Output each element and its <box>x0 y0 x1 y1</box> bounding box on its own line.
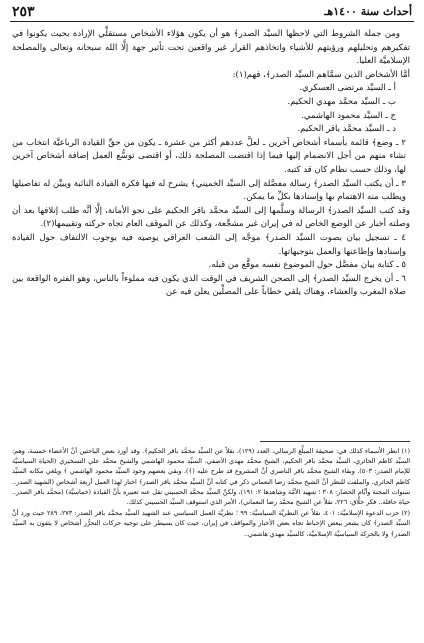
main-text <box>12 28 410 300</box>
list-item: أ ـ السيِّد مرتضى العسكري. <box>299 83 396 94</box>
footnote-divider <box>260 441 410 442</box>
running-header <box>10 5 414 22</box>
numbered-point: ٣ ـ أن يكتب السيِّد الصدر﴾ رسالة مفصَّلة إلى السيِّد الخميني﴾ يشرح له فيها فكرة القيادة النائبة ويبيِّن له تفاصيلها ويطلب منه الاهتمام بها وإسنادها بكلِّ ما يمكن. <box>12 178 406 203</box>
list-item: د ـ السيِّد محمَّد باقر الحكيم. <box>297 124 396 135</box>
numbered-point: ٦ ـ أن يخرج السيِّد الصدر﴾ إلى الصحن الشريف في الوقت الذي يكون فيه مملوءاً بالناس، وهو الفترة الواقعة بين صلاة المغرب والعشاء، وهناك يلقي خطاباً على المصلِّين يعلن فيه عن <box>12 273 406 298</box>
numbered-point: ٥ ـ كتابة بيان مفصَّل حول الموضوع نفسه موقَّع من قبله. <box>208 260 406 271</box>
paragraph: وقد كتب السيِّد الصدر﴾ الرسالة وسلَّمها إلى السيِّد محمَّد باقر الحكيم على نحو الأمانة، إلَّا أنَّه طلب إتلافها بعد أن وصلته أخبار عن الوضع الخاص له في إيران غير مشجِّعة، وكذلك عن الموقف العام تجاه حركته وتقييمها(٢). <box>12 205 410 230</box>
list-item: ج ـ السيِّد محمود الهاشمي. <box>301 110 396 121</box>
footnote: (١) انظر الأسماء كذلك في: صحيفة المبلِّغ الرسالي، العدد (١٢٩)، نقلاً عن السيِّد محمَّد باقر الحكيم﴾. وقد أورد بعض الباحثين أنَّ الأعضاء خمسة، وهم: السيِّد كاظم الحائري، السيِّد محمَّد باقر الحكيم، الشيخ محمَّد مهدي الآصفي، السيِّد محمود الهاشمي والشيخ محمَّد علي التسخيري (الحياة السياسيَّة للإمام الصدر: ٥٠٣). وبقاء الشيخ محمَّد باقر الناصري أنَّ المشروع قد طرح عليه (﴾)، وبقي بعضهم وجود السيِّد محمود الهاشمي ﴾ ويلغي مكانه السيِّد كاظم الحائري. والملفت للنظر أنَّ الشيخ محمَّد رضا النعماني ذكر في كتابه أنَّ السيِّد محمَّد باقر الصدر﴾ اختار لهذا العمل أربعة أشخاص (الشهيد الصدر.. سنوات المحنة وأيَّام الحصار: ٣٠٨ ؛ شهيد الأمَّة وشاهدها ٢: ١٩١)، ولكنَّ السيِّد محمَّد الحسيني نقل عنه تعبيره بأنَّ القيادة (خماسيَّة) (محمَّد باقر الصدر.. حياة حافلة.. فكر خلَّاق: ٢٢٦، نقلاً عن الشيخ محمَّد رضا النعماني)، الأمر الذي استوقف السيِّد الحسيني كذلك. <box>12 447 410 507</box>
paragraph: أمَّا الأشخاص الذين سمَّاهم السيِّد الصدر﴾، فهم(١): <box>232 69 410 80</box>
numbered-point: ٤ ـ تسجيل بيان بصوت السيِّد الصدر﴾ موجَّه إلى الشعب العراقي يوصيه فيه بوجوب الالتفاف حول القيادة وإسنادها وإطاعتها والعمل بتوجيهاتها. <box>12 232 406 257</box>
numbered-point: ٢ ـ وضع﴾ قائمة بأسماء أشخاص آخرين ـ لعلَّ عددهم أكثر من عشرة ـ يكون من حقِّ القيادة الرباعيَّة انتخاب من تشاء منهم من أجل الانضمام إليها فيما إذا اقتضت المصلحة ذلك، أو اقتضى توسُّع العمل إضافة أشخاص آخرين لها، وذلك حسب نظام كان قد كتبه. <box>12 137 406 175</box>
list-item: ب ـ السيِّد محمَّد مهدي الحكيم. <box>287 96 396 107</box>
page-number: ٢٥٣ <box>12 4 35 20</box>
footnote: (٢) حزب الدعوة الإسلاميَّة: ٤٠١، نقلاً عن النظريَّة السياسيَّة: ٩٩ ؛ نظريَّة العمل السياسي عند الشهيد السيِّد محمَّد باقر الصدر: ٢٧٣، ٢٨٩ حيث ورد أنَّ السيِّد الصدر﴾ كان يشعر ببعض الإحباط تجاه بعض الأخبار والمواقف في إيران، حيث كان يسيطر على توجيه حركات التحرُّر أشخاص لا يثقون به السيِّد الصدر﴾ ولا بالحركة السياسيَّة الإسلاميَّة، كالسيِّد مهدي هاشمي.. <box>12 509 410 538</box>
footnotes <box>12 446 410 540</box>
paragraph: ومن جملة الشروط التي لاحظها السيِّد الصدر﴾ هو أن يكون هؤلاء الأشخاص مستقلِّي الإرادة بحيث يكونوا في تفكيرهم وتحليلهم ورؤيتهم للأشياء واتخاذهم القرار غير واقعين تحت تأثير جهة إلَّا الله سبحانه وتعالى والمصلحة الإسلاميَّة العليا. <box>12 29 410 67</box>
running-title: أحداث سنة ١٤٠٠هـ <box>324 5 412 18</box>
